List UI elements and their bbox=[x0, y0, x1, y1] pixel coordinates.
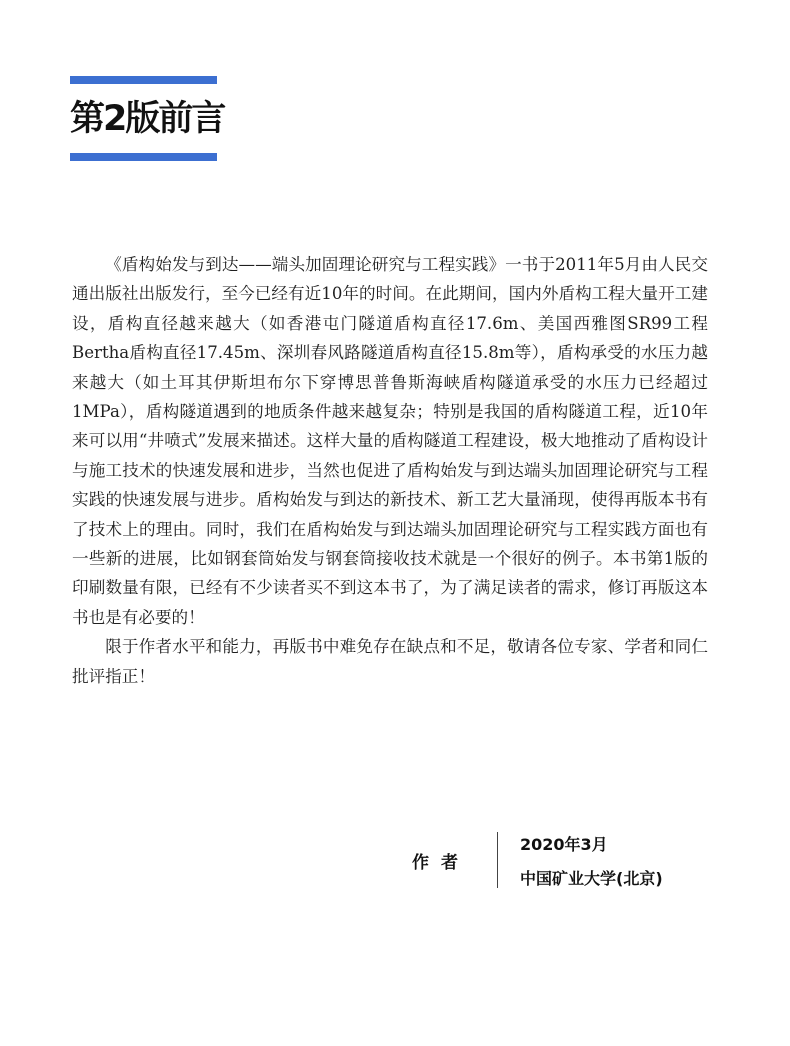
signature-date: 2020年3月 bbox=[520, 835, 608, 854]
signature-affiliation: 中国矿业大学(北京) bbox=[520, 869, 663, 888]
signature-divider bbox=[497, 832, 498, 888]
signature-author: 作者 bbox=[412, 853, 470, 873]
preface-paragraph-2: 限于作者水平和能力，再版书中难免存在缺点和不足，敬请各位专家、学者和同仁批评指正！ bbox=[72, 637, 708, 686]
preface-paragraph-1: 《盾构始发与到达——端头加固理论研究与工程实践》一书于2011年5月由人民交通出版社出版发行，至今已经有近10年的时间。在此期间，国内外盾构工程大量开工建设，盾构直径越来越大（如香港屯门隧道盾构直径17.6m、美国西雅图SR99工程Bertha盾构直径17.45m、深圳春风路隧道盾构直径15.8m等），盾构承受的水压力越来越大（如土耳其伊斯坦布尔下穿博思普鲁斯海峡盾构隧道承受的水压力已经超过1MPa），盾构隧道遇到的地质条件越来越复杂；特别是我国的盾构隧道工程，近10年来可以用“井喷式”发展来描述。这样大量的盾构隧道工程建设，极大地推动了盾构设计与施工技术的快速发展和进步，当然也促进了盾构始发与到达端头加固理论研究与工程实践的快速发展与进步。盾构始发与到达的新技术、新工艺大量涌现，使得再版本书有了技术上的理由。同时，我们在盾构始发与到达端头加固理论研究与工程实践方面也有一些新的进展，比如钢套筒始发与钢套筒接收技术就是一个很好的例子。本书第1版的印刷数量有限，已经有不少读者买不到这本书了，为了满足读者的需求，修订再版这本书也是有必要的！ bbox=[72, 255, 708, 627]
chapter-heading bbox=[70, 76, 225, 161]
heading-top-bar bbox=[70, 76, 217, 84]
heading-bottom-bar bbox=[70, 153, 217, 161]
preface-body bbox=[72, 250, 708, 691]
page-title: 第2版前言 bbox=[70, 99, 225, 139]
